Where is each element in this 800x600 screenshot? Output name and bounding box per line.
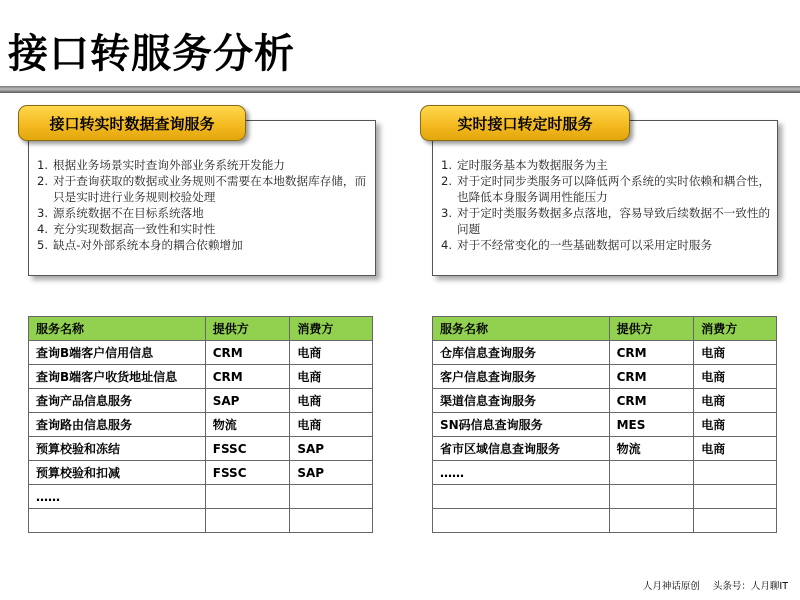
- table-row: 仓库信息查询服务 CRM 电商: [433, 341, 777, 365]
- list-item: 5. 缺点-对外部系统本身的耦合依赖增加: [37, 238, 243, 252]
- footer-account: 头条号：人月聊IT: [712, 581, 788, 592]
- realtime-query-panel: [28, 120, 376, 276]
- list-item: 1. 根据业务场景实时查询外部业务系统开发能力: [37, 158, 285, 172]
- table-row: 查询B端客户收货地址信息 CRM 电商: [29, 365, 373, 389]
- table-row: 查询产品信息服务 SAP 电商: [29, 389, 373, 413]
- scheduled-service-header: 实时接口转定时服务: [420, 105, 630, 141]
- scheduled-service-table: [432, 316, 777, 533]
- column-header-provider: 提供方: [609, 317, 694, 341]
- table-row: 渠道信息查询服务 CRM 电商: [433, 389, 777, 413]
- realtime-service-table: [28, 316, 373, 533]
- title-divider: [0, 86, 800, 93]
- table-row: 查询B端客户信用信息 CRM 电商: [29, 341, 373, 365]
- table-row: 查询路由信息服务 物流 电商: [29, 413, 373, 437]
- table-row: ……: [433, 461, 777, 485]
- table-row: 预算校验和冻结 FSSC SAP: [29, 437, 373, 461]
- column-header-service-name: 服务名称: [433, 317, 610, 341]
- list-item: 2. 对于查询获取的数据或业务规则不需要在本地数据库存储，而只是实时进行业务规则校验处理: [37, 174, 367, 204]
- column-header-consumer: 消费方: [290, 317, 373, 341]
- table-row: 省市区域信息查询服务 物流 电商: [433, 437, 777, 461]
- table-row: [433, 509, 777, 533]
- list-item: 3. 对于定时类服务数据多点落地，容易导致后续数据不一致性的问题: [441, 206, 771, 236]
- list-item: 2. 对于定时同步类服务可以降低两个系统的实时依赖和耦合性，也降低本身服务调用性能压力: [441, 174, 771, 204]
- scheduled-service-panel: [432, 120, 778, 276]
- list-item: 3. 源系统数据不在目标系统落地: [37, 206, 204, 220]
- table-row: ……: [29, 485, 373, 509]
- footer-author: 人月神话原创: [642, 581, 700, 592]
- footer-credit: [643, 578, 788, 592]
- realtime-query-points: [37, 157, 369, 253]
- scheduled-service-points: [441, 157, 771, 253]
- column-header-consumer: 消费方: [694, 317, 777, 341]
- table-header-row: [433, 317, 777, 341]
- table-row: 预算校验和扣减 FSSC SAP: [29, 461, 373, 485]
- column-header-service-name: 服务名称: [29, 317, 206, 341]
- list-item: 4. 对于不经常变化的一些基础数据可以采用定时服务: [441, 238, 713, 252]
- table-row: [29, 509, 373, 533]
- realtime-query-header: 接口转实时数据查询服务: [18, 105, 246, 141]
- list-item: 4. 充分实现数据高一致性和实时性: [37, 222, 216, 236]
- page-title: 接口转服务分析: [8, 31, 295, 77]
- table-row: 客户信息查询服务 CRM 电商: [433, 365, 777, 389]
- list-item: 1. 定时服务基本为数据服务为主: [441, 158, 608, 172]
- table-row: [433, 485, 777, 509]
- table-header-row: [29, 317, 373, 341]
- table-row: SN码信息查询服务 MES 电商: [433, 413, 777, 437]
- column-header-provider: 提供方: [205, 317, 290, 341]
